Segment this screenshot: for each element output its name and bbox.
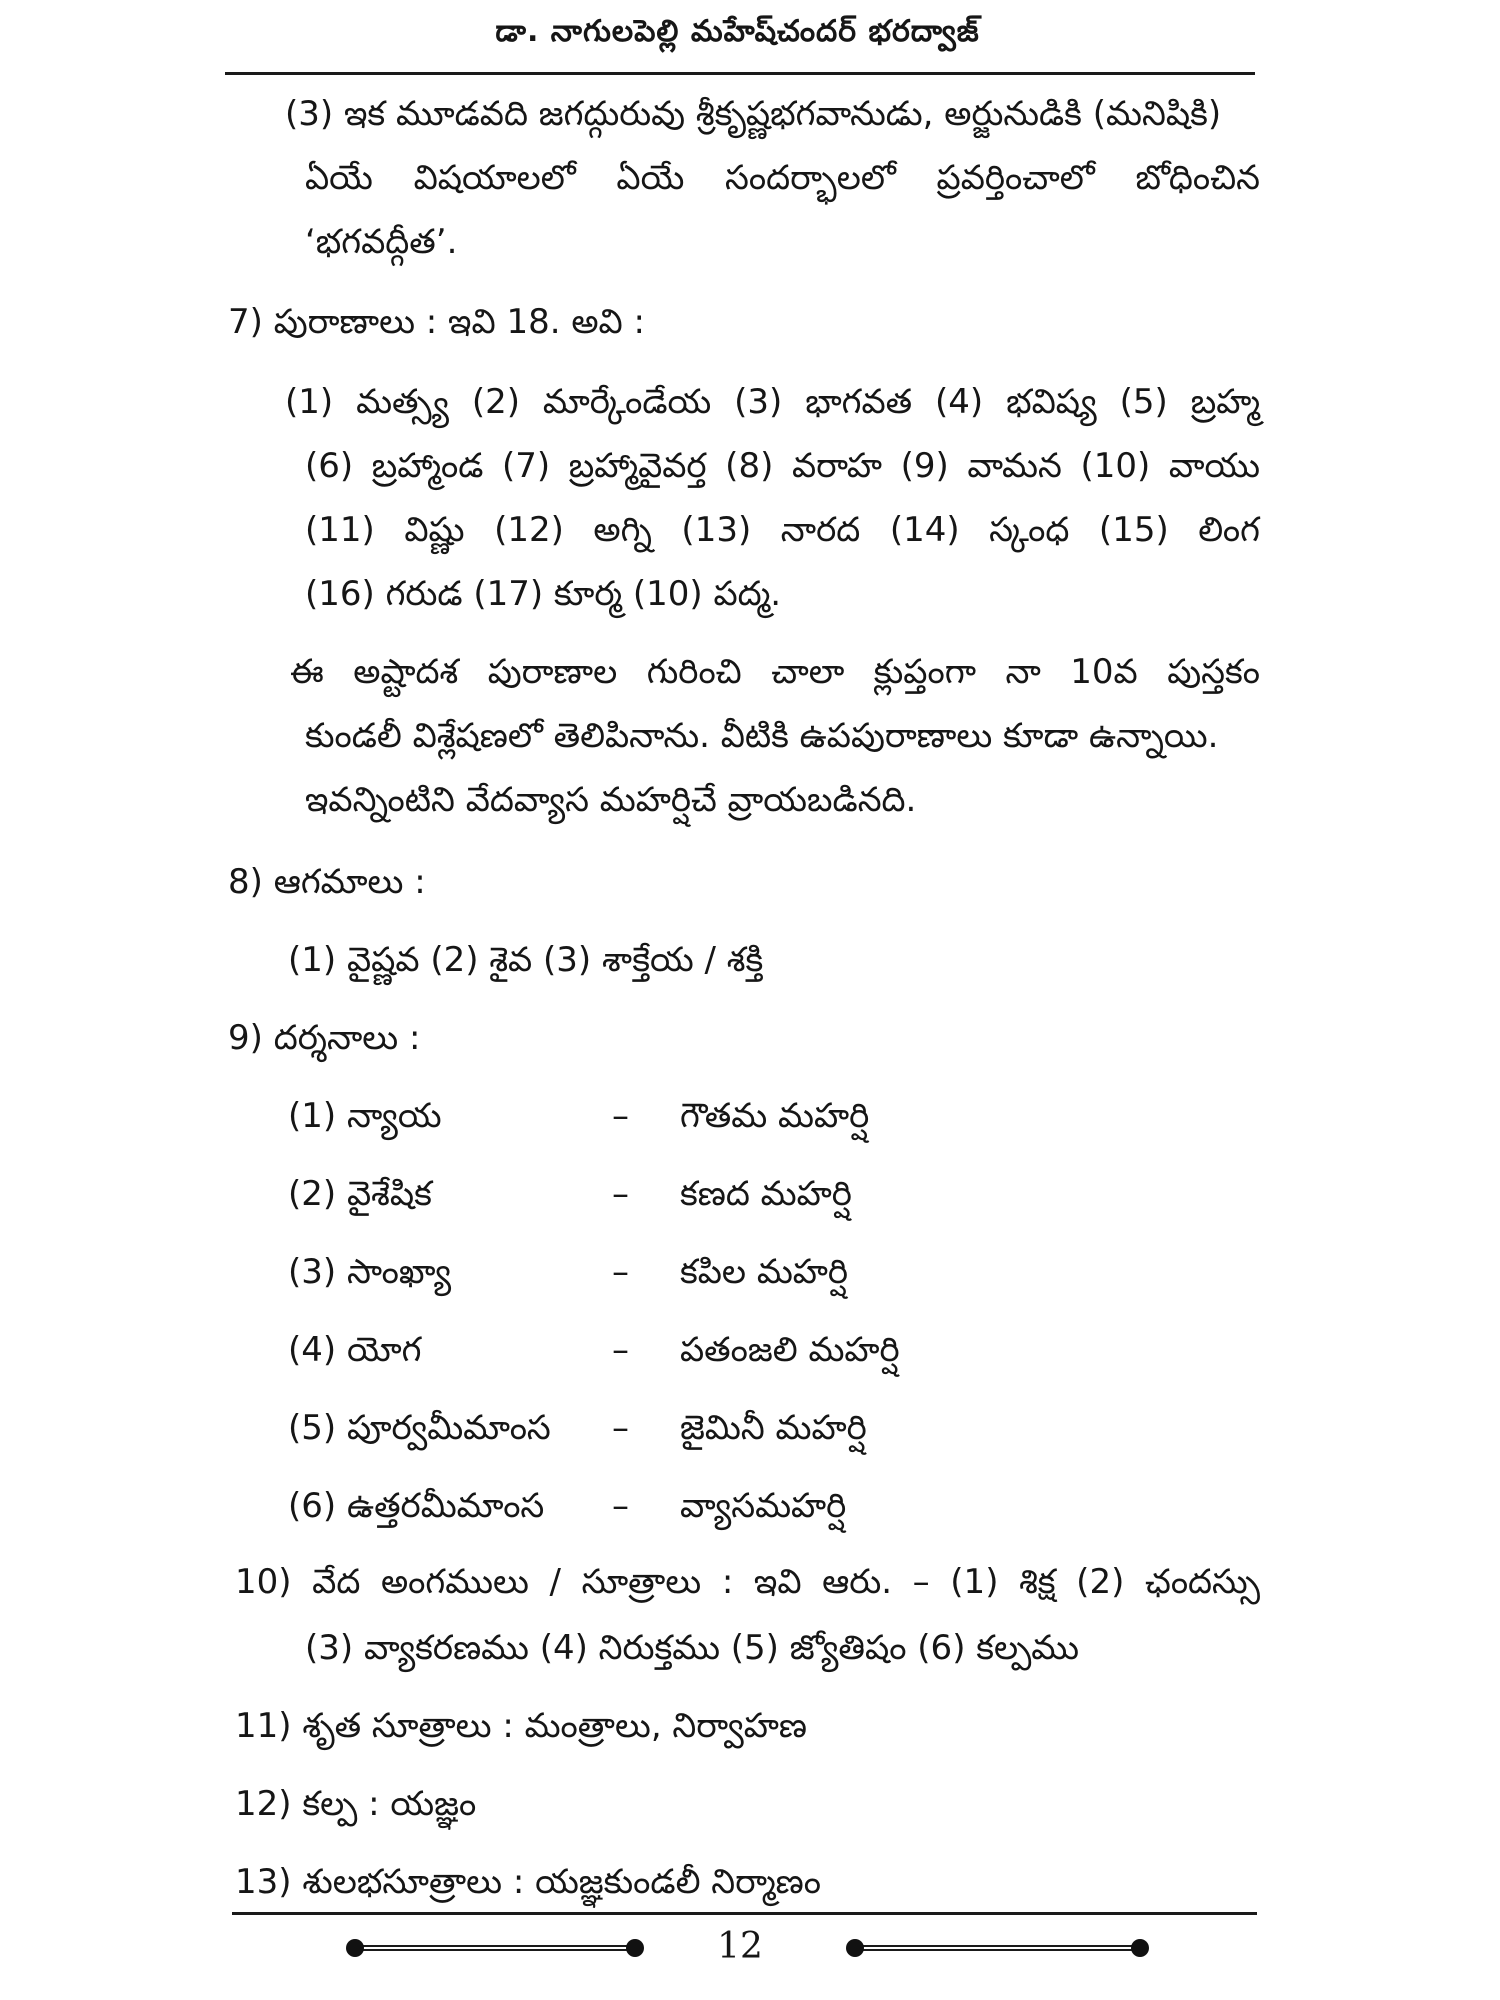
intro-line-1: (3) ఇక మూడవది జగద్గురువు శ్రీకృష్ణభగవానుడు, అర్జునుడికి (మనిషికి) [285, 94, 1222, 134]
section-10-line-2: (3) వ్యాకరణము (4) నిరుక్తము (5) జ్యోతిషం (6) కల్పము [305, 1628, 1079, 1668]
section-10-line-1: 10) వేద అంగములు / సూత్రాలు : ఇవి ఆరు. – (1) శిక్ష (2) ఛందస్సు [235, 1562, 1260, 1602]
footer-rule [232, 1912, 1257, 1915]
darshana-name-1: (1) న్యాయ [288, 1096, 442, 1136]
running-header: డా. నాగులపెల్లి మహేష్‌చందర్ భరద్వాజ్ [495, 14, 980, 49]
darshana-name-6: (6) ఉత్తరమీమాంస [288, 1486, 545, 1526]
darshana-dash-3: – [612, 1252, 629, 1292]
darshana-name-5: (5) పూర్వమీమాంస [288, 1408, 551, 1448]
purana-para-line-1: ఈ అష్టాదశ పురాణాల గురించి చాలా క్లుప్తంగా నా 10వ పుస్తకం [290, 652, 1260, 692]
darshana-sage-3: కపిల మహర్షి [680, 1252, 849, 1292]
section-12-line: 12) కల్ప : యజ్ఞం [235, 1784, 477, 1824]
header-rule [225, 72, 1255, 75]
purana-para-line-3: ఇవన్నింటిని వేదవ్యాస మహర్షిచే వ్రాయబడినది. [305, 780, 917, 820]
page-number: 12 [717, 1926, 763, 1967]
darshana-sage-4: పతంజలి మహర్షి [680, 1330, 900, 1370]
section-11-line: 11) శృత సూత్రాలు : మంత్రాలు, నిర్వాహణ [235, 1706, 807, 1746]
section-7-heading: 7) పురాణాలు : ఇవి 18. అవి : [228, 302, 645, 342]
agama-list: (1) వైష్ణవ (2) శైవ (3) శాక్తేయ / శక్తి [288, 940, 764, 980]
darshana-dash-1: – [612, 1096, 629, 1136]
darshana-dash-4: – [612, 1330, 629, 1370]
darshana-name-2: (2) వైశేషిక [288, 1174, 432, 1214]
darshana-sage-5: జైమినీ మహర్షి [680, 1408, 867, 1448]
darshana-sage-1: గౌతమ మహర్షి [680, 1096, 870, 1136]
intro-line-2: ఏయే విషయాలలో ఏయే సందర్భాలలో ప్రవర్తించాలో బోధించిన [305, 158, 1260, 198]
purana-list-line-3: (11) విష్ణు (12) అగ్ని (13) నారద (14) స్కంధ (15) లింగ [305, 510, 1260, 550]
darshana-sage-6: వ్యాసమహర్షి [680, 1486, 847, 1526]
darshana-dash-5: – [612, 1408, 629, 1448]
darshana-dash-2: – [612, 1174, 629, 1214]
section-9-heading: 9) దర్శనాలు : [228, 1018, 421, 1058]
purana-para-line-2: కుండలీ విశ్లేషణలో తెలిపినాను. వీటికి ఉపపురాణాలు కూడా ఉన్నాయి. [305, 716, 1219, 756]
intro-line-3: ‘భగవద్గీత’. [305, 222, 458, 262]
darshana-name-3: (3) సాంఖ్యా [288, 1252, 452, 1292]
darshana-dash-6: – [612, 1486, 629, 1526]
purana-list-line-1: (1) మత్స్య (2) మార్కేండేయ (3) భాగవత (4) భవిష్య (5) బ్రహ్మ [285, 382, 1260, 422]
darshana-name-4: (4) యోగ [288, 1330, 422, 1370]
section-13-line: 13) శులభసూత్రాలు : యజ్ఞకుండలీ నిర్మాణం [235, 1862, 821, 1902]
footer-ornament-right [850, 1944, 1145, 1952]
footer-ornament-left [350, 1944, 640, 1952]
purana-list-line-2: (6) బ్రహ్మాండ (7) బ్రహ్మావైవర్త (8) వరాహ (9) వామన (10) వాయు [305, 446, 1260, 486]
purana-list-line-4: (16) గరుడ (17) కూర్మ (10) పద్మ. [305, 574, 782, 614]
darshana-sage-2: కణద మహర్షి [680, 1174, 852, 1214]
section-8-heading: 8) ఆగమాలు : [228, 862, 426, 902]
